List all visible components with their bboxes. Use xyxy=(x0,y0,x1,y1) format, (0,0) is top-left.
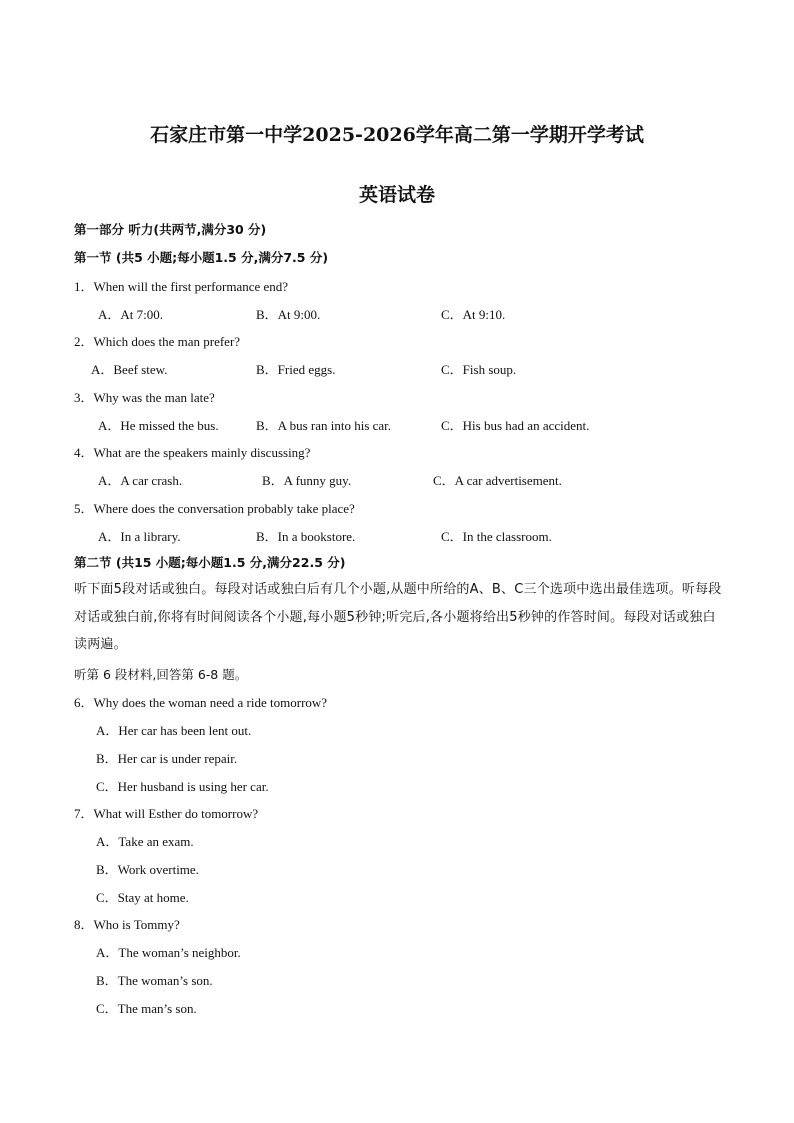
question-stem: 7．What will Esther do tomorrow? xyxy=(74,806,259,821)
question-stem: 2．Which does the man prefer? xyxy=(74,334,241,349)
option-a: A．A car crash. xyxy=(98,473,183,488)
option-b: B．Fried eggs. xyxy=(256,362,336,377)
option-a: A．He missed the bus. xyxy=(98,418,219,433)
option-c: C．Her husband is using her car. xyxy=(96,779,269,794)
material-6-prompt: 听第 6 段材料,回答第 6-8 题。 xyxy=(74,667,248,682)
option-a: A．In a library. xyxy=(98,529,181,544)
question-stem: 5．Where does the conversation probably take place? xyxy=(74,501,355,516)
section2-instructions: 听下面5段对话或独白。每段对话或独白后有几个小题,从题中所给的A、B、C三个选项中选出最佳选项。听每段对话或独白前,你将有时间阅读各个小题,每小题5秒钟;听完后,各小题将给出5秒钟的作答时间。每段对话或独白读两遍。 xyxy=(74,582,722,652)
section1-heading: 第一节 (共5 小题;每小题1.5 分,满分7.5 分) xyxy=(74,250,329,265)
option-c: C．A car advertisement. xyxy=(433,473,562,488)
question-stem: 6．Why does the woman need a ride tomorrow? xyxy=(74,695,328,710)
option-c: C．At 9:10. xyxy=(441,307,506,322)
option-b: B．A funny guy. xyxy=(262,473,352,488)
part1-heading: 第一部分 听力(共两节,满分30 分) xyxy=(74,222,267,237)
section2-heading: 第二节 (共15 小题;每小题1.5 分,满分22.5 分) xyxy=(74,555,346,570)
question-stem: 3．Why was the man late? xyxy=(74,390,215,405)
option-b: B．The woman’s son. xyxy=(96,973,213,988)
option-a: A．Her car has been lent out. xyxy=(96,723,252,738)
option-b: B．At 9:00. xyxy=(256,307,321,322)
option-a: A．Take an exam. xyxy=(96,834,194,849)
option-c: C．Stay at home. xyxy=(96,890,189,905)
option-b: B．Her car is under repair. xyxy=(96,751,238,766)
question-stem: 1．When will the first performance end? xyxy=(74,279,289,294)
option-a: A．The woman’s neighbor. xyxy=(96,945,241,960)
option-a: A．Beef stew. xyxy=(91,362,168,377)
option-b: B．In a bookstore. xyxy=(256,529,356,544)
exam-title: 石家庄市第一中学2025-2026学年高二第一学期开学考试 xyxy=(150,124,644,146)
option-c: C．Fish soup. xyxy=(441,362,517,377)
option-a: A．At 7:00. xyxy=(98,307,164,322)
question-stem: 8．Who is Tommy? xyxy=(74,917,180,932)
option-c: C．In the classroom. xyxy=(441,529,552,544)
option-b: B．Work overtime. xyxy=(96,862,199,877)
option-c: C．The man’s son. xyxy=(96,1001,197,1016)
question-stem: 4．What are the speakers mainly discussing? xyxy=(74,445,311,460)
option-c: C．His bus had an accident. xyxy=(441,418,590,433)
option-b: B．A bus ran into his car. xyxy=(256,418,392,433)
exam-subtitle: 英语试卷 xyxy=(358,184,435,206)
